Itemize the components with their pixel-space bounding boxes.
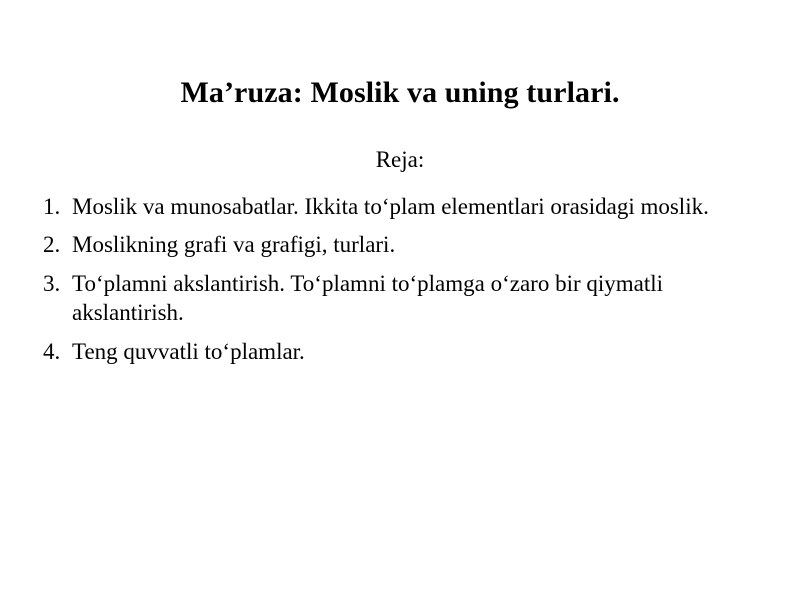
list-item-number: 4. [43, 338, 61, 364]
list-item [38, 269, 750, 328]
list-item-text: Teng quvvatli to‘plamlar. [72, 338, 305, 364]
list-item-text: To‘plamni akslantirish. To‘plamni to‘plamga o‘zaro bir qiymatli akslantirish. [72, 270, 664, 326]
agenda-list [38, 192, 750, 375]
list-item-number: 1. [43, 194, 61, 219]
list-item [38, 337, 750, 366]
list-item-text: Moslik va munosabatlar. Ikkita to‘plam elementlari orasidagi moslik. [72, 194, 709, 219]
list-item-text: Moslikning grafi va grafigi, turlari. [72, 232, 396, 258]
page-title: Ma’ruza: Moslik va uning turlari. [180, 76, 620, 109]
list-item-number: 2. [43, 232, 61, 258]
list-item [38, 192, 750, 221]
agenda-heading: Reja: [375, 147, 425, 172]
list-item [38, 230, 750, 259]
list-item-number: 3. [43, 270, 61, 296]
